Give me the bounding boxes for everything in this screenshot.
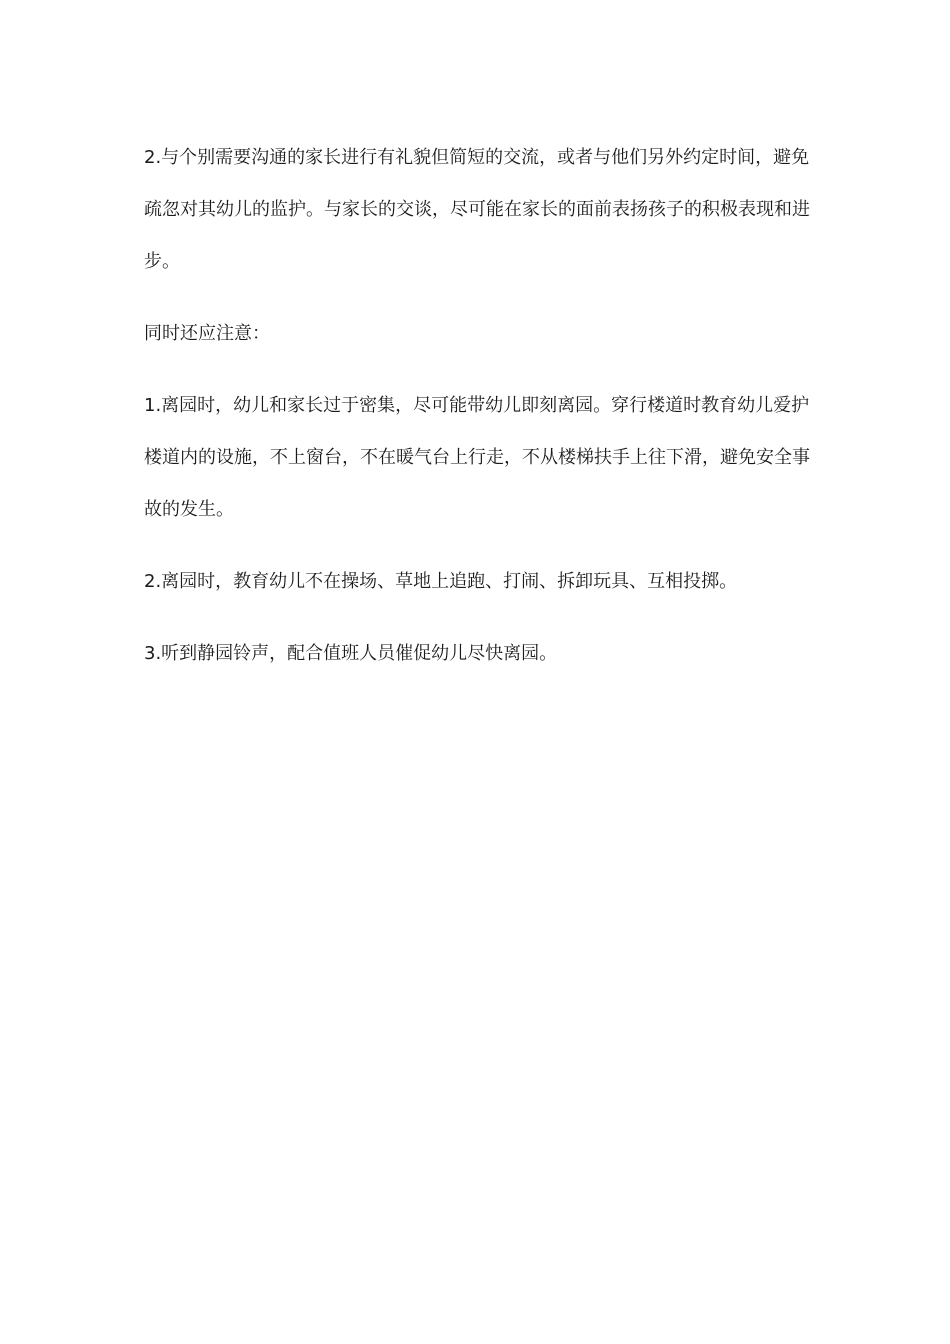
- document-body: [144, 132, 812, 680]
- paragraph-notice-heading: 同时还应注意：: [144, 323, 270, 344]
- paragraph-item-2: 2.离园时，教育幼儿不在操场、草地上追跑、打闹、拆卸玩具、互相投掷。: [144, 571, 738, 592]
- paragraph-gap: [144, 536, 812, 556]
- paragraph-item-3: 3.听到静园铃声，配合值班人员催促幼儿尽快离园。: [144, 643, 558, 664]
- paragraph-item-1: 1.离园时，幼儿和家长过于密集，尽可能带幼儿即刻离园。穿行楼道时教育幼儿爱护楼道内的设施，不上窗台，不在暖气台上行走，不从楼梯扶手上往下滑，避免安全事故的发生。: [144, 395, 810, 520]
- paragraph-parent-communication: 2.与个别需要沟通的家长进行有礼貌但简短的交流，或者与他们另外约定时间，避免疏忽对其幼儿的监护。与家长的交谈，尽可能在家长的面前表扬孩子的积极表现和进步。: [144, 147, 810, 272]
- paragraph-gap: [144, 360, 812, 380]
- paragraph-gap: [144, 288, 812, 308]
- paragraph-gap: [144, 608, 812, 628]
